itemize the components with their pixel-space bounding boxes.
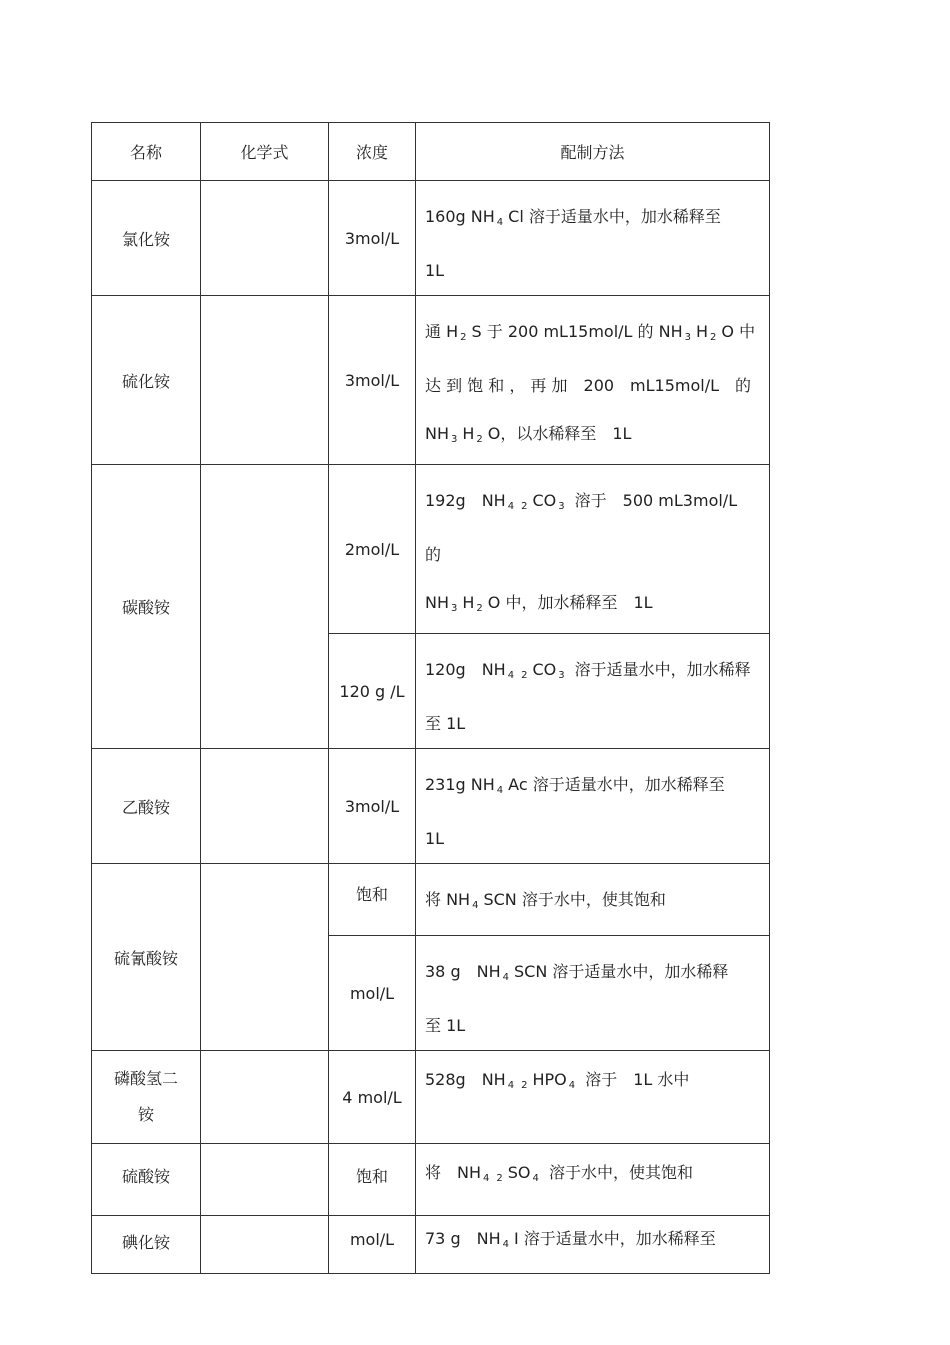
reagent-name: 碘化铵 xyxy=(92,1216,201,1274)
reagent-name: 碳酸铵 xyxy=(92,465,201,749)
formula-cell xyxy=(201,1216,329,1274)
method-cell: 通 H $_2$ S 于 200 mL15mol/L 的 NH $_3$ H $_2$ O 中 达 到 饱 和 ， 再 加 200 mL15mol/L 的 NH $_3$ H $_2$ O，以水稀释至 1L xyxy=(416,296,770,465)
method-cell: 38 g NH $_4$ SCN 溶于适量水中，加水稀释 至 1L xyxy=(416,936,770,1051)
header-method: 配制方法 xyxy=(416,123,770,181)
table-row xyxy=(92,864,770,936)
header-row xyxy=(92,123,770,181)
table-row xyxy=(92,1051,770,1144)
method-cell: 将 NH $_4$ $_2$ SO $_4$ 溶于水中，使其饱和 xyxy=(416,1144,770,1216)
reagent-table xyxy=(91,122,770,1274)
header-concentration: 浓度 xyxy=(329,123,416,181)
method-cell: 231g NH $_4$ Ac 溶于适量水中，加水稀释至 1L xyxy=(416,749,770,864)
table-row xyxy=(92,749,770,864)
table-row xyxy=(92,465,770,634)
concentration-cell: mol/L xyxy=(329,936,416,1051)
table-row xyxy=(92,181,770,296)
method-cell: 192g NH $_4$ $_2$ CO $_3$ 溶于 500 mL3mol/L 的 NH $_3$ H $_2$ O 中，加水稀释至 1L xyxy=(416,465,770,634)
reagent-name: 硫氰酸铵 xyxy=(92,864,201,1051)
reagent-name: 硫酸铵 xyxy=(92,1144,201,1216)
concentration-cell: 4 mol/L xyxy=(329,1051,416,1144)
concentration-cell: 饱和 xyxy=(329,1144,416,1216)
table-row xyxy=(92,296,770,465)
formula-cell xyxy=(201,1144,329,1216)
reagent-name: 硫化铵 xyxy=(92,296,201,465)
header-formula: 化学式 xyxy=(201,123,329,181)
concentration-cell: 2mol/L xyxy=(329,465,416,634)
concentration-cell: 3mol/L xyxy=(329,181,416,296)
formula-cell xyxy=(201,864,329,1051)
formula-cell xyxy=(201,181,329,296)
concentration-cell: 饱和 xyxy=(329,864,416,936)
table-row xyxy=(92,1216,770,1274)
concentration-cell: 3mol/L xyxy=(329,749,416,864)
method-cell: 528g NH $_4$ $_2$ HPO $_4$ 溶于 1L 水中 xyxy=(416,1051,770,1144)
method-cell: 将 NH $_4$ SCN 溶于水中，使其饱和 xyxy=(416,864,770,936)
method-cell: 73 g NH $_4$ I 溶于适量水中，加水稀释至 xyxy=(416,1216,770,1274)
formula-cell xyxy=(201,296,329,465)
method-cell: 120g NH $_4$ $_2$ CO $_3$ 溶于适量水中，加水稀释 至 1L xyxy=(416,634,770,749)
concentration-cell: 120 g /L xyxy=(329,634,416,749)
formula-cell xyxy=(201,749,329,864)
table-row xyxy=(92,1144,770,1216)
formula-cell xyxy=(201,465,329,749)
concentration-cell: 3mol/L xyxy=(329,296,416,465)
formula-cell xyxy=(201,1051,329,1144)
reagent-name: 磷酸氢二 铵 xyxy=(92,1051,201,1144)
reagent-name: 氯化铵 xyxy=(92,181,201,296)
header-name: 名称 xyxy=(92,123,201,181)
concentration-cell: mol/L xyxy=(329,1216,416,1274)
reagent-name: 乙酸铵 xyxy=(92,749,201,864)
method-cell: 160g NH $_4$ Cl 溶于适量水中，加水稀释至 1L xyxy=(416,181,770,296)
